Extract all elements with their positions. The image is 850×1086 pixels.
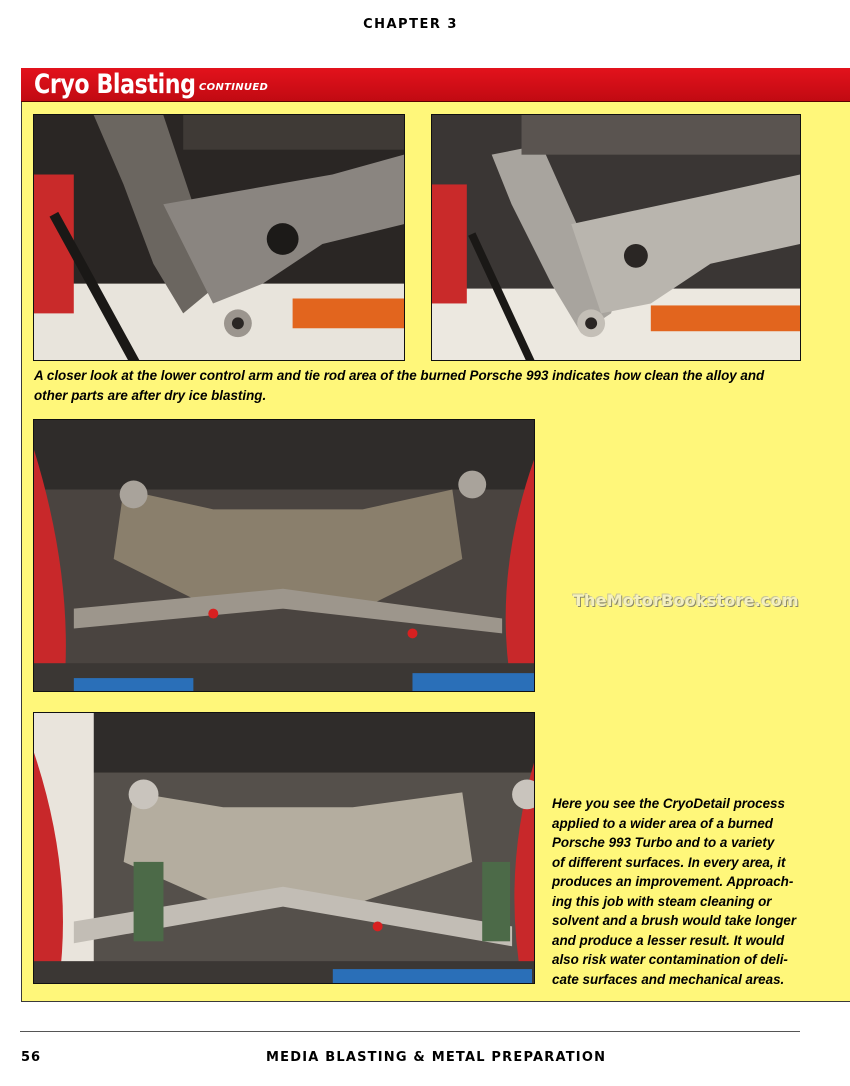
caption-line: ing this job with steam cleaning or bbox=[552, 893, 772, 909]
photo-underbody-upper bbox=[33, 419, 535, 692]
caption-line: cate surfaces and mechanical areas. bbox=[552, 971, 785, 987]
caption-line: produces an improvement. Approach- bbox=[552, 874, 794, 889]
caption-line: Porsche 993 Turbo and to a variety bbox=[552, 835, 775, 850]
running-title: MEDIA BLASTING & METAL PREPARATION bbox=[266, 1050, 607, 1065]
caption-bottom bbox=[552, 794, 822, 989]
caption-line: Here you see the CryoDetail process bbox=[552, 796, 785, 811]
watermark: TheMotorBookstore.com bbox=[573, 591, 799, 610]
photo-underbody-lower bbox=[33, 712, 535, 984]
caption-line: of different surfaces. In every area, it bbox=[552, 854, 786, 870]
photo-control-arm-left bbox=[33, 114, 405, 361]
footer-rule bbox=[20, 1031, 800, 1032]
caption-line: solvent and a brush would take longer bbox=[552, 913, 797, 928]
caption-line: and produce a lesser result. It would bbox=[552, 932, 785, 948]
page-number: 56 bbox=[21, 1050, 42, 1065]
caption-top: A closer look at the lower control arm and tie rod area of the burned Porsche 993 indicates how clean the alloy and other parts are after dry ice blasting. bbox=[34, 368, 765, 403]
caption-line: also risk water contamination of deli- bbox=[552, 952, 788, 967]
caption-line: applied to a wider area of a burned bbox=[552, 815, 773, 831]
photo-control-arm-right bbox=[431, 114, 801, 361]
section-title: Cryo Blasting bbox=[34, 69, 196, 100]
chapter-header: CHAPTER 3 bbox=[363, 17, 458, 32]
section-banner bbox=[21, 68, 850, 102]
section-subtitle: CONTINUED bbox=[199, 82, 269, 93]
